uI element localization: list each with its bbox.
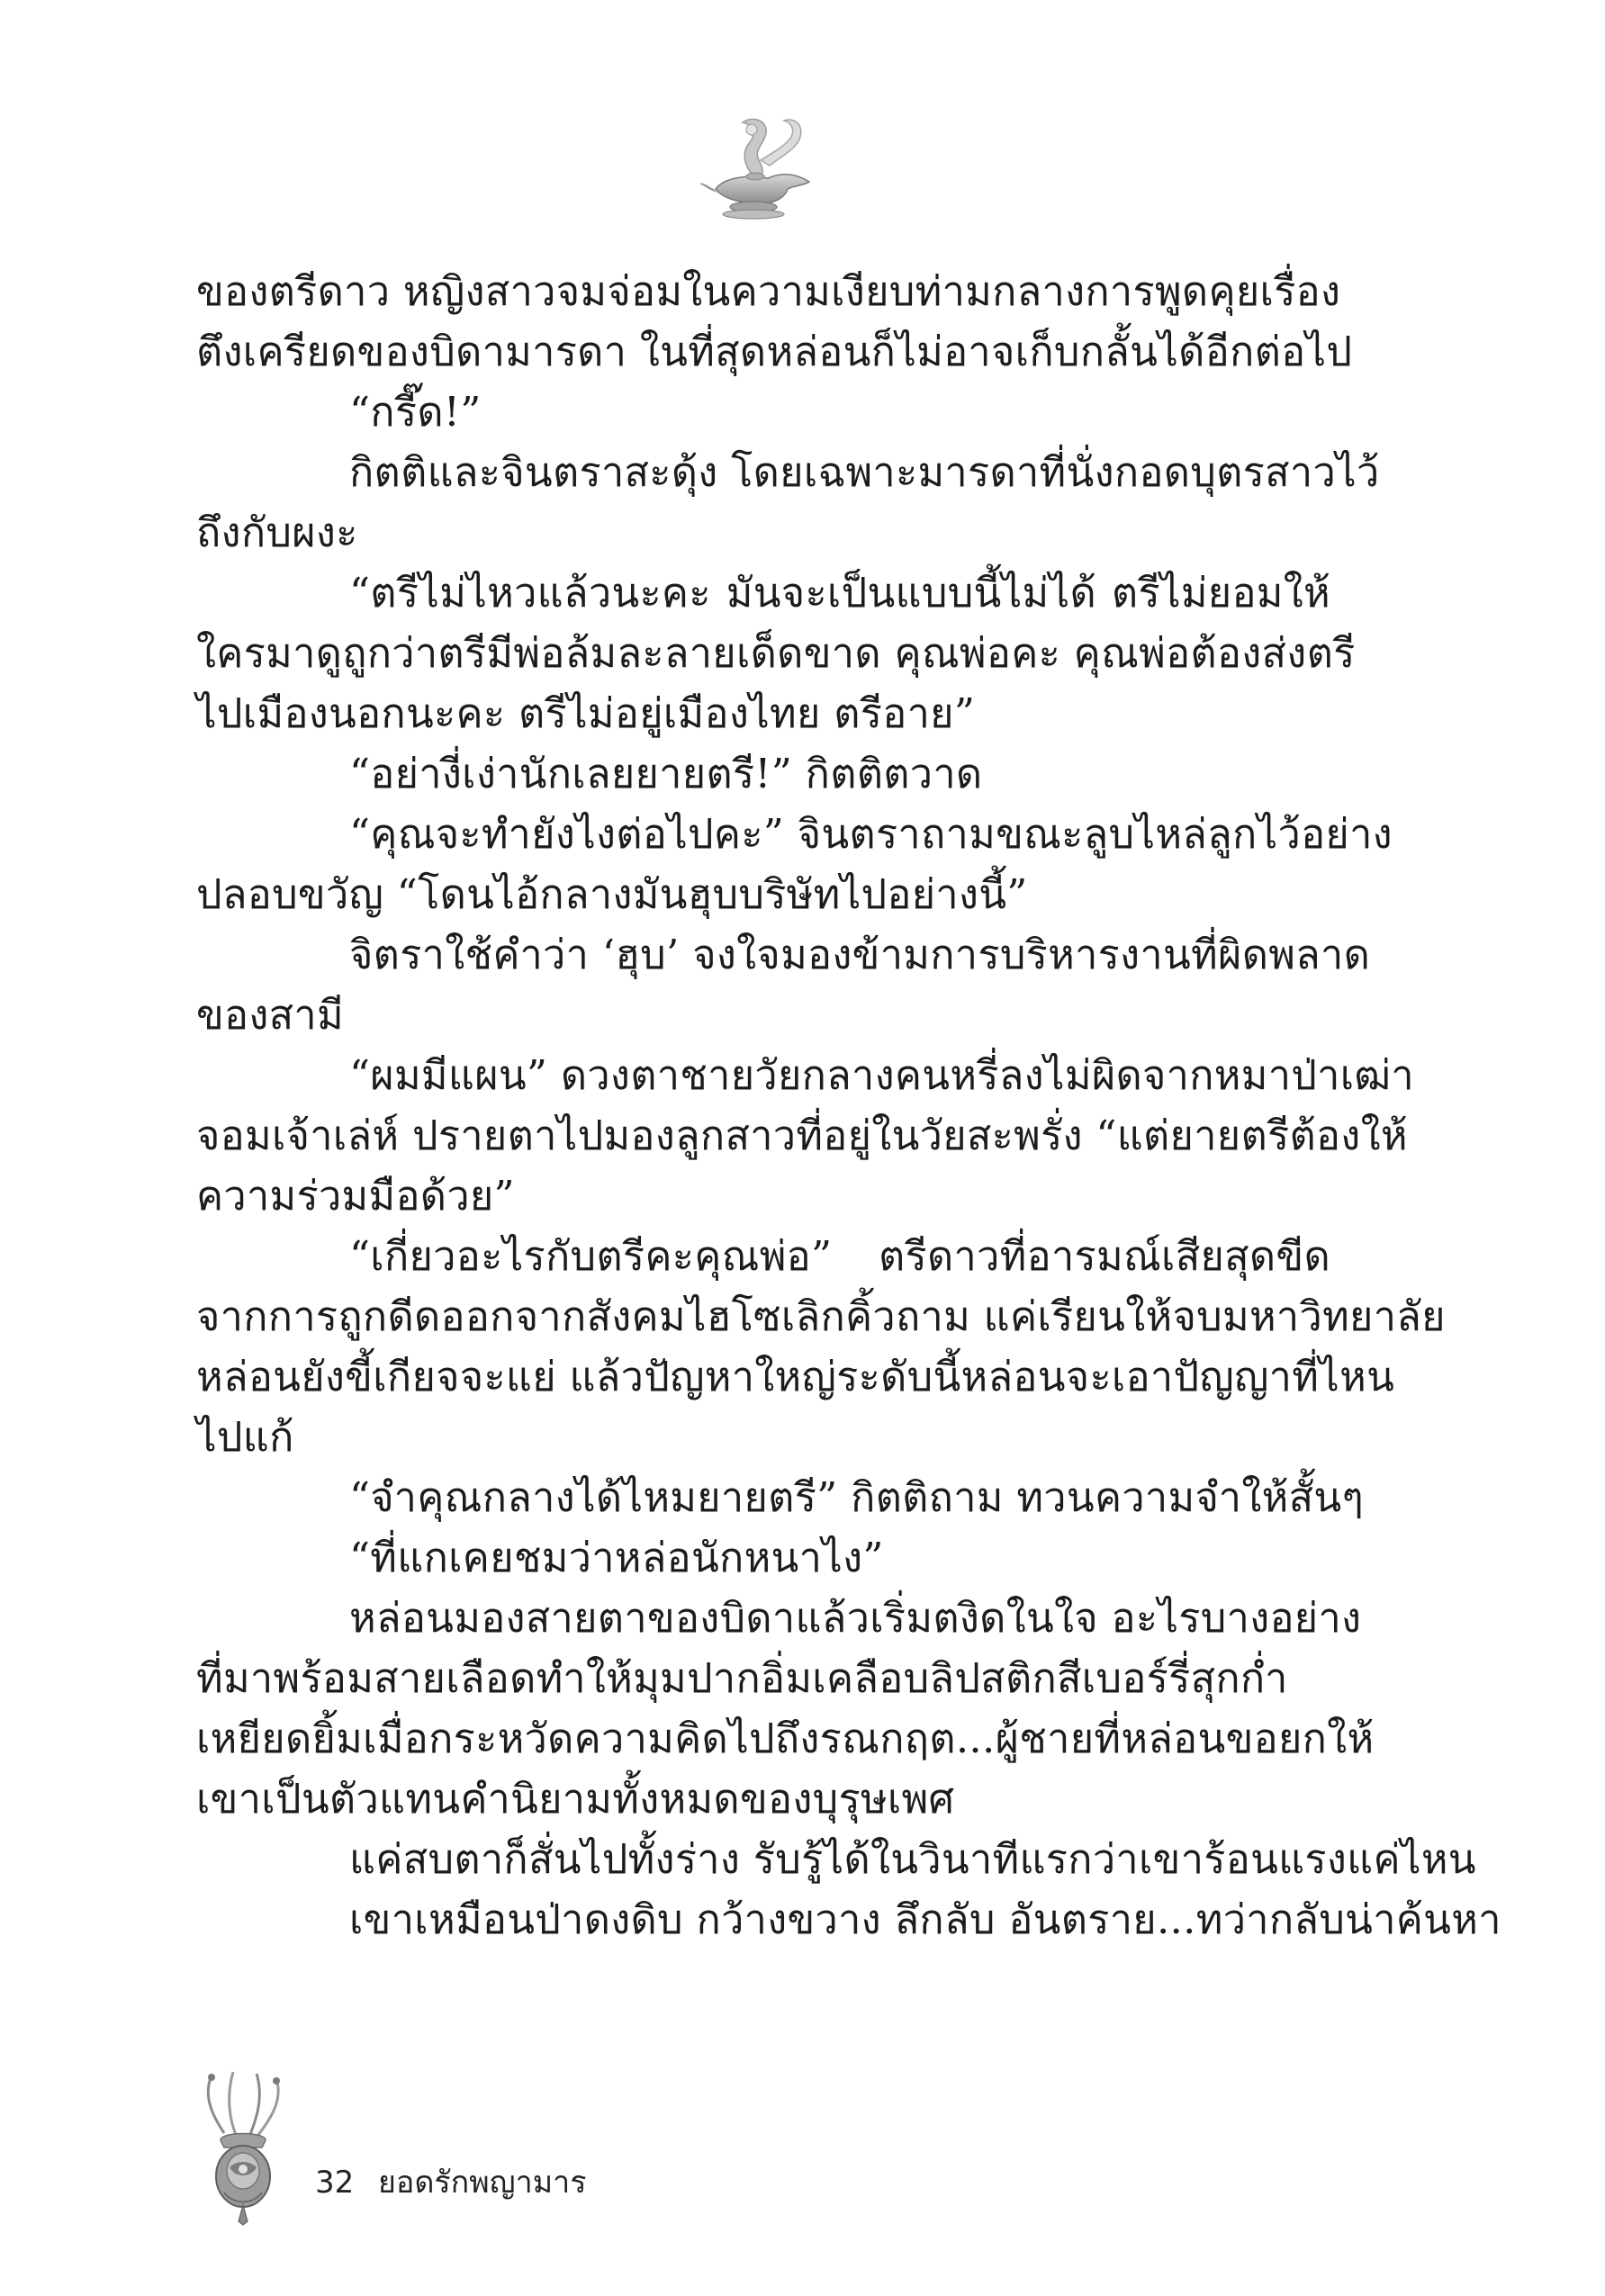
text-line: ปลอบขวัญ “โดนไอ้กลางมันฮุบบริษัทไปอย่างนี้” <box>196 870 1028 918</box>
text-line: เหยียดยิ้มเมื่อกระหวัดความคิดไปถึงรณกฤต...ผู้ชายที่หล่อนขอยกให้ <box>196 1715 1375 1762</box>
text-line: ไปแก้ <box>196 1413 294 1461</box>
text-line: เขาเป็นตัวแทนคำนิยามทั้งหมดของบุรุษเพศ <box>196 1775 955 1823</box>
body-text <box>196 261 1501 1949</box>
text-line: “ตรีไม่ไหวแล้วนะคะ มันจะเป็นแบบนี้ไม่ได้ ตรีไม่ยอมให้ <box>349 569 1330 617</box>
text-line: จอมเจ้าเล่ห์ ปรายตาไปมองลูกสาวที่อยู่ในวัยสะพรั่ง “แต่ยายตรีต้องให้ <box>196 1112 1408 1159</box>
running-footer-title: ยอดรักพญามาร <box>378 2165 587 2201</box>
text-line: แค่สบตาก็สั่นไปทั้งร่าง รับรู้ได้ในวินาทีแรกว่าเขาร้อนแรงแค่ไหน <box>349 1835 1476 1883</box>
hanging-jewel-ornament-icon <box>194 2070 293 2228</box>
text-line: “อย่างี่เง่านักเลยยายตรี!” กิตติตวาด <box>349 750 983 797</box>
text-line: “จำคุณกลางได้ไหมยายตรี” กิตติถาม ทวนความจำให้สั้นๆ <box>349 1473 1364 1521</box>
text-line: ที่มาพร้อมสายเลือดทำให้มุมปากอิ่มเคลือบลิปสติกสีเบอร์รี่สุกก่ำ <box>196 1654 1288 1702</box>
text-line: ถึงกับผงะ <box>196 509 358 556</box>
text-line: ของตรีดาว หญิงสาวจมจ่อมในความเงียบท่ามกลางการพูดคุยเรื่อง <box>196 267 1341 315</box>
genie-lamp-ornament-icon <box>698 106 824 223</box>
text-line: “เกี่ยวอะไรกับตรีคะคุณพ่อ” ตรีดาวที่อารมณ์เสียสุดขีด <box>349 1232 1330 1280</box>
text-line: หล่อนยังขี้เกียจจะแย่ แล้วปัญหาใหญ่ระดับนี้หล่อนจะเอาปัญญาที่ไหน <box>196 1353 1395 1400</box>
text-line: ของสามี <box>196 991 344 1039</box>
text-line: “กรี๊ด!” <box>349 388 482 436</box>
text-line: หล่อนมองสายตาของบิดาแล้วเริ่มตงิดในใจ อะไรบางอย่าง <box>349 1594 1362 1642</box>
text-line: จากการถูกดีดออกจากสังคมไฮโซเลิกคิ้วถาม แค่เรียนให้จบมหาวิทยาลัย <box>196 1292 1446 1340</box>
page-number: 32 <box>315 2165 355 2201</box>
text-line: ความร่วมมือด้วย” <box>196 1172 515 1220</box>
text-line: เขาเหมือนป่าดงดิบ กว้างขวาง ลึกลับ อันตราย...ทว่ากลับน่าค้นหา <box>349 1895 1501 1943</box>
text-line: จิตราใช้คำว่า ‘ฮุบ’ จงใจมองข้ามการบริหารงานที่ผิดพลาด <box>349 931 1371 978</box>
text-line: ตึงเครียดของบิดามารดา ในที่สุดหล่อนก็ไม่อาจเก็บกลั้นได้อีกต่อไป <box>196 328 1353 375</box>
text-line: ใครมาดูถูกว่าตรีมีพ่อล้มละลายเด็ดขาด คุณพ่อคะ คุณพ่อต้องส่งตรี <box>196 629 1356 677</box>
text-line: “ผมมีแผน” ดวงตาชายวัยกลางคนหรี่ลงไม่ผิดจากหมาป่าเฒ่า <box>349 1051 1414 1099</box>
text-line: “ที่แกเคยชมว่าหล่อนักหนาไง” <box>349 1534 884 1581</box>
text-line: “คุณจะทำยังไงต่อไปคะ” จินตราถามขณะลูบไหล่ลูกไว้อย่าง <box>349 810 1393 858</box>
text-line: ไปเมืองนอกนะคะ ตรีไม่อยู่เมืองไทย ตรีอาย” <box>196 689 976 737</box>
text-line: กิตติและจินตราสะดุ้ง โดยเฉพาะมารดาที่นั่งกอดบุตรสาวไว้ <box>349 448 1380 496</box>
